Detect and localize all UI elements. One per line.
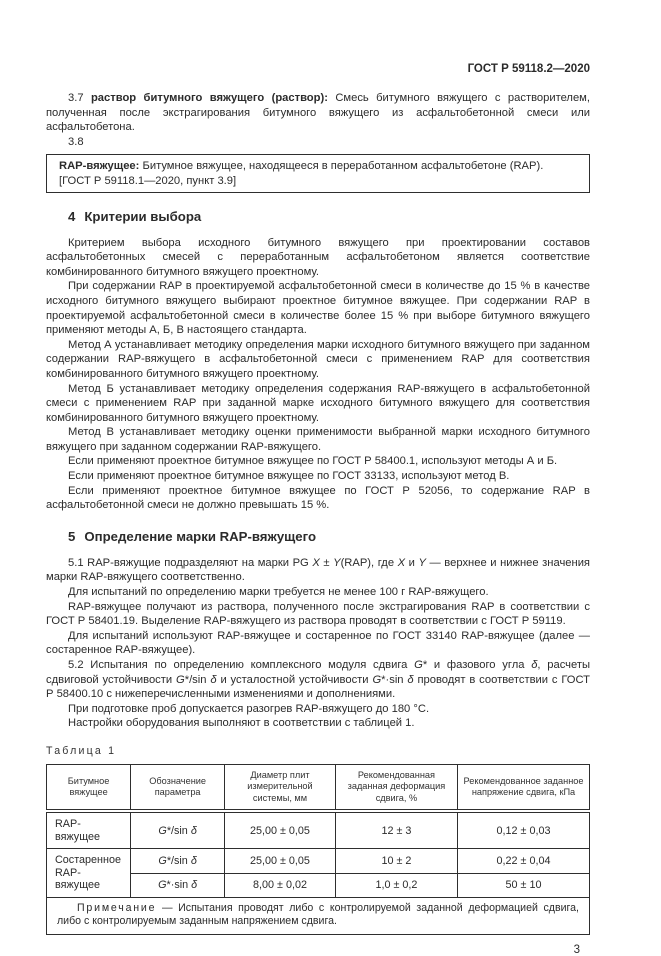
section-5-number: 5 bbox=[68, 528, 76, 544]
dsr-settings-table bbox=[46, 764, 590, 935]
section-4-paragraph: Если применяют проектное битумное вяжущее по ГОСТ 33133, используют метод В. bbox=[68, 470, 510, 483]
column-header-binder: Битумное вяжущее bbox=[47, 764, 131, 811]
cell-binder: RAP-вяжущее bbox=[47, 811, 131, 849]
cell-stress: 50 ± 10 bbox=[458, 873, 590, 897]
section-5-heading bbox=[68, 529, 590, 545]
section-5-paragraph: RAP-вяжущее получают из раствора, полученного после экстрагирования RAP в соответствии с ГОСТ Р 58401.19. Выделение RAP-вяжущего из раствора проводят в соответствии с ГОСТ Р 59119. bbox=[46, 600, 590, 628]
section-4-paragraph: Критерием выбора исходного битумного вяжущего при проектировании составов асфальтобетонных смесей с переработанным асфальтобетоном является соответствие комбинированного битумного вяжущего проектному. bbox=[46, 236, 590, 278]
cell-stress: 0,22 ± 0,04 bbox=[458, 849, 590, 873]
paragraph-3-8: 3.8 bbox=[68, 135, 84, 148]
section-4-paragraph: Если применяют проектное битумное вяжущее по ГОСТ Р 58400.1, используют методы А и Б. bbox=[68, 455, 558, 468]
table-label bbox=[46, 745, 590, 757]
cell-strain: 10 ± 2 bbox=[335, 849, 457, 873]
column-header-shear-strain: Рекомендованная заданная деформация сдвига, % bbox=[335, 764, 457, 811]
table-note: Примечание — Испытания проводят либо с контролируемой заданной деформацией сдвига, либо с контролируемым заданным напряжением сдвига. bbox=[47, 897, 590, 934]
table-row bbox=[47, 811, 590, 849]
section-5-paragraph: Настройки оборудования выполняют в соответствии с таблицей 1. bbox=[68, 717, 415, 730]
cell-strain: 12 ± 3 bbox=[335, 811, 457, 849]
definition-source: [ГОСТ Р 59118.1—2020, пункт 3.9] bbox=[59, 174, 237, 187]
section-4-paragraph: Метод А устанавливает методику определения марки исходного битумного вяжущего при заданном содержании RAP-вяжущего в асфальтобетонной смеси с применением RAP для соответствия комбинированного битумного вяжущего проектному. bbox=[46, 338, 590, 380]
section-4-paragraph: При содержании RAP в проектируемой асфальтобетонной смеси в количестве до 15 % в качестве исходного битумного вяжущего выбирают проектное битумное вяжущее. При содержании RAP в проектируемой асфальтобетонной смеси в количестве более 15 % при выборе битумного вяжущего применяют методы А, Б, В настоящего стандарта. bbox=[46, 280, 590, 337]
column-header-shear-stress: Рекомендованное заданное напряжение сдвига, кПа bbox=[458, 764, 590, 811]
paragraph-3-7: 3.7 раствор битумного вяжущего (раствор): Смесь битумного вяжущего с растворителем, полученная после экстрагирования битумного вяжущего из асфальтобетонной смеси или асфальтобетона. bbox=[46, 92, 590, 134]
section-5-paragraph: При подготовке проб допускается разогрев RAP-вяжущего до 180 °С. bbox=[68, 702, 430, 715]
section-4-paragraph: Метод Б устанавливает методику определения содержания RAP-вяжущего в асфальтобетонной смеси с применением RAP при заданной марке исходного битумного вяжущего для соответствия комбинированного битумного вяжущего проектному. bbox=[46, 382, 590, 424]
definition-box bbox=[46, 154, 590, 192]
cell-parameter: G*·sin δ bbox=[131, 873, 225, 897]
table-label-text: Таблица 1 bbox=[46, 744, 117, 757]
section-4-heading bbox=[68, 209, 590, 225]
page-number: 3 bbox=[573, 944, 580, 956]
cell-binder: Состаренное RAP-вяжущее bbox=[47, 849, 131, 898]
section-4-paragraph: Метод В устанавливает методику оценки применимости выбранной марки исходного битумного вяжущего при заданном содержании RAP-вяжущего. bbox=[46, 426, 590, 453]
cell-strain: 1,0 ± 0,2 bbox=[335, 873, 457, 897]
table-note-row bbox=[47, 897, 590, 934]
definition-term: RAP-вяжущее: Битумное вяжущее, находящееся в переработанном асфальтобетоне (RAP). bbox=[59, 160, 544, 173]
section-4-number: 4 bbox=[68, 208, 76, 224]
cell-diameter: 25,00 ± 0,05 bbox=[225, 811, 336, 849]
column-header-plate-diameter: Диаметр плит измерительной системы, мм bbox=[225, 764, 336, 811]
table-header-row bbox=[47, 764, 590, 811]
cell-parameter: G*/sin δ bbox=[131, 849, 225, 873]
section-5-paragraph: Для испытаний используют RAP-вяжущее и состаренное по ГОСТ 33140 RAP-вяжущее (далее — состаренное RAP-вяжущее). bbox=[46, 629, 590, 657]
cell-parameter: G*/sin δ bbox=[131, 811, 225, 849]
cell-diameter: 25,00 ± 0,05 bbox=[225, 849, 336, 873]
cell-diameter: 8,00 ± 0,02 bbox=[225, 873, 336, 897]
doc-header bbox=[46, 62, 590, 76]
cell-stress: 0,12 ± 0,03 bbox=[458, 811, 590, 849]
column-header-parameter: Обозначение параметра bbox=[131, 764, 225, 811]
section-5-paragraph: Для испытаний по определению марки требуется не менее 100 г RAP-вяжущего. bbox=[68, 586, 489, 599]
section-4-paragraph: Если применяют проектное битумное вяжущее по ГОСТ Р 52056, то содержание RAP в асфальтобетонной смеси не должно превышать 15 %. bbox=[46, 484, 590, 512]
section-5-title: Определение марки RAP-вяжущего bbox=[84, 528, 316, 544]
section-5-paragraph: 5.1 RAP-вяжущие подразделяют на марки PG X ± Y(RAP), где X и Y — верхнее и нижнее значения марки RAP-вяжущего соответственно. bbox=[46, 556, 590, 584]
section-4-title: Критерии выбора bbox=[84, 208, 202, 224]
section-5-paragraph: 5.2 Испытания по определению комплексного модуля сдвига G* и фазового угла δ, расчеты сдвиговой устойчивости G*/sin δ и усталостной устойчивости G*·sin δ проводят в соответствии с ГОСТ Р 58400.10 с нижеперечисленными изменениями и дополнениями. bbox=[46, 659, 591, 701]
doc-code: ГОСТ Р 59118.2—2020 bbox=[467, 63, 590, 75]
table-row bbox=[47, 849, 590, 873]
